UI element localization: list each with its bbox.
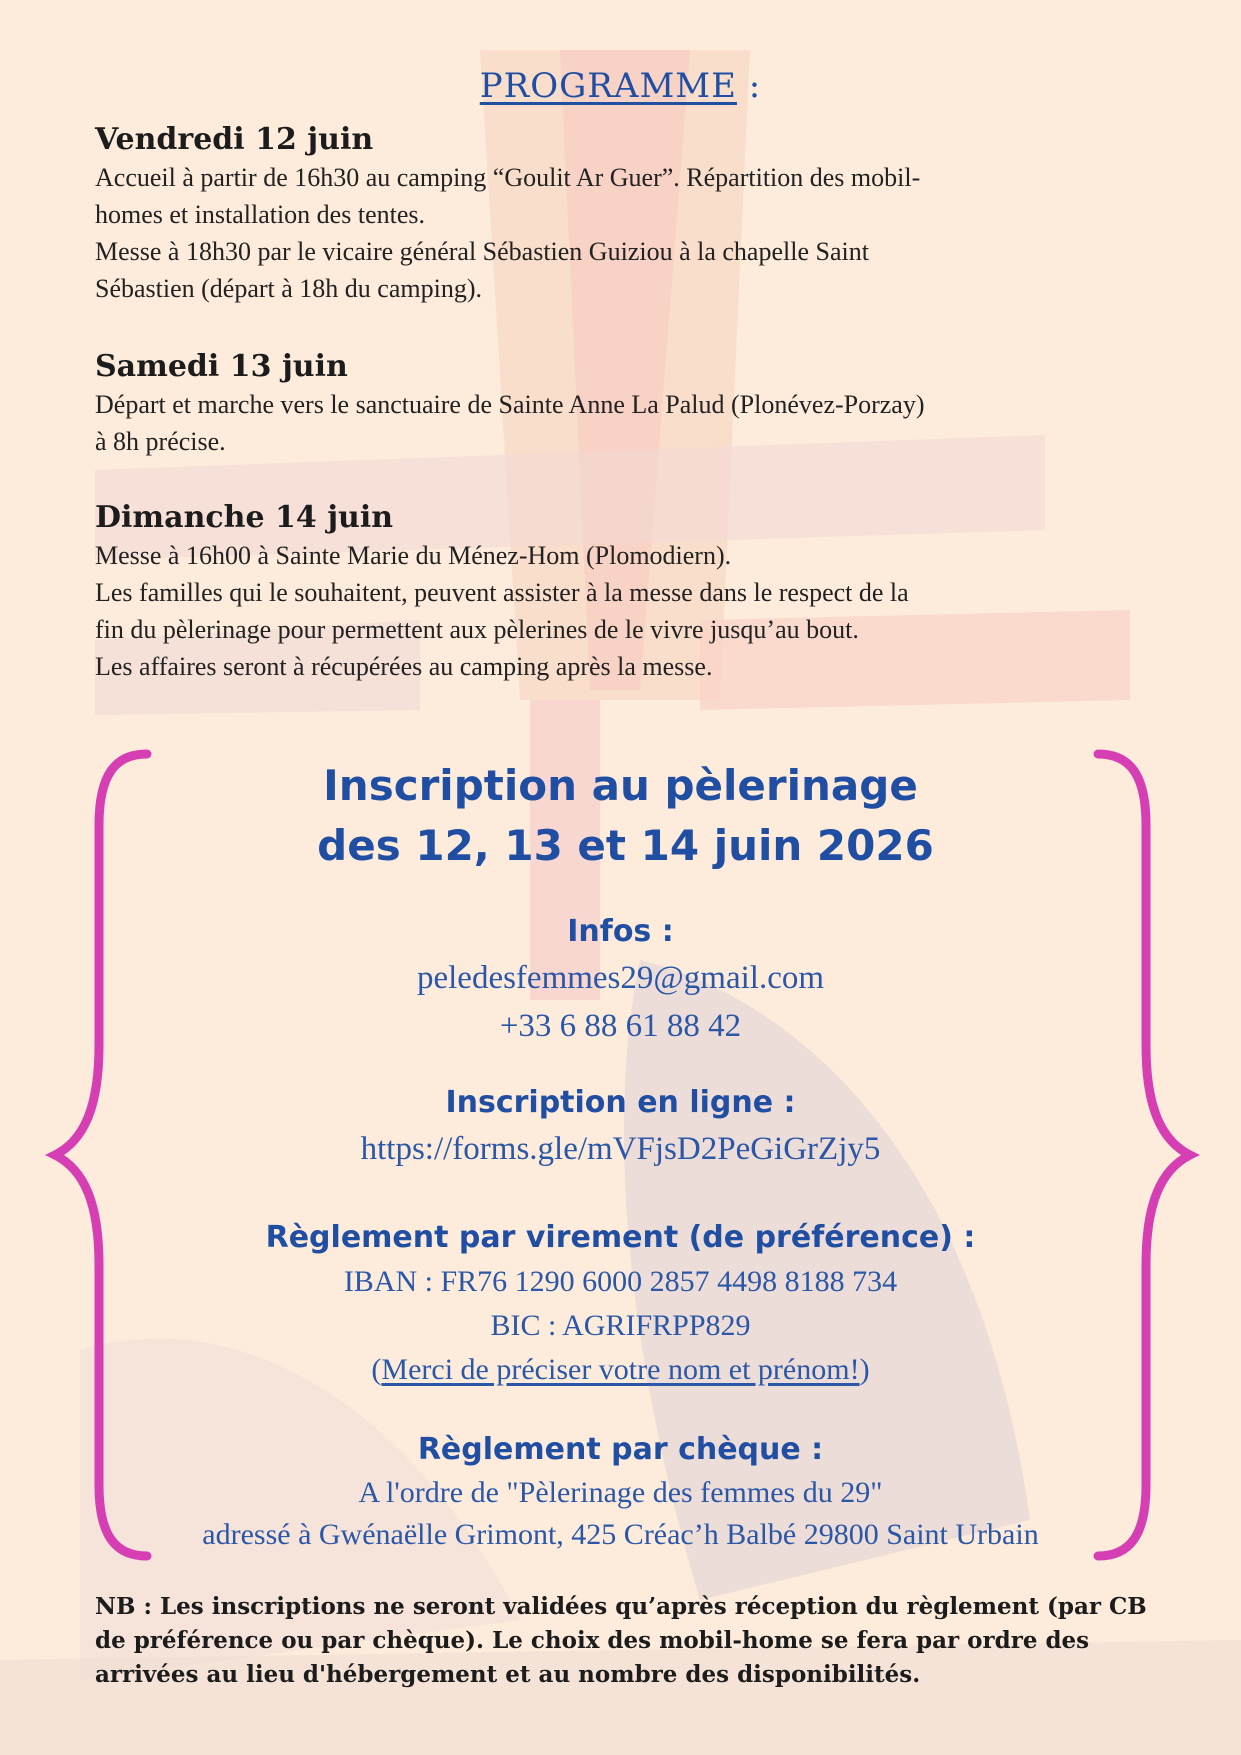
day-line: Messe à 16h00 à Sainte Marie du Ménez-Hom (Plomodiern).	[95, 541, 732, 570]
day-line: Accueil à partir de 16h30 au camping “Goulit Ar Guer”. Répartition des mobil-	[95, 163, 921, 192]
bic-value: BIC : AGRIFRPP829	[490, 1309, 751, 1342]
day-line: Messe à 18h30 par le vicaire général Sébastien Guiziou à la chapelle Saint	[95, 237, 869, 266]
day-line: Départ et marche vers le sanctuaire de Sainte Anne La Palud (Plonévez-Porzay)	[95, 390, 925, 419]
cheque-address: adressé à Gwénaëlle Grimont, 425 Créac’h Balbé 29800 Saint Urbain	[202, 1518, 1039, 1551]
inscription-title	[0, 756, 1241, 876]
note-open-paren: (	[371, 1353, 382, 1386]
day-line: fin du pèlerinage pour permettent aux pèlerines de le vivre jusqu’au bout.	[95, 615, 859, 644]
day-title: Dimanche 14 juin	[95, 500, 394, 535]
programme-heading	[0, 66, 1241, 106]
day-line: Les affaires seront à récupérées au camping après la messe.	[95, 652, 713, 681]
online-form-link[interactable]: https://forms.gle/mVFjsD2PeGiGrZjy5	[360, 1131, 881, 1167]
contact-email-link[interactable]: peledesfemmes29@gmail.com	[416, 960, 825, 996]
day-line: Sébastien (départ à 18h du camping).	[95, 274, 482, 303]
contact-phone: +33 6 88 61 88 42	[499, 1008, 742, 1044]
note-close-paren: )	[859, 1353, 870, 1386]
day-line: Les familles qui le souhaitent, peuvent assister à la messe dans le respect de la	[95, 578, 909, 607]
iban-value: IBAN : FR76 1290 6000 2857 4498 8188 734	[343, 1265, 898, 1298]
programme-colon: :	[736, 66, 762, 106]
infos-label: Infos :	[567, 914, 674, 949]
online-label: Inscription en ligne :	[445, 1085, 796, 1120]
online-section	[0, 1080, 1241, 1172]
day-section-friday	[95, 121, 1155, 307]
transfer-note	[0, 1348, 1241, 1392]
inscription-title-line1: Inscription au pèlerinage	[323, 761, 918, 810]
inscription-title-line2: des 12, 13 et 14 juin 2026	[317, 821, 934, 870]
cheque-label: Règlement par chèque :	[417, 1432, 824, 1467]
nb-note: NB : Les inscriptions ne seront validées qu’après réception du règlement (par CB de préférence ou par chèque). Le choix des mobil-home se fera par ordre des arrivées au lieu d'hébergement et au nombre des disponibilités.	[95, 1593, 1147, 1688]
day-line: à 8h précise.	[95, 427, 226, 456]
transfer-label: Règlement par virement (de préférence) :	[265, 1220, 976, 1255]
transfer-section	[0, 1216, 1241, 1392]
programme-title: PROGRAMME	[479, 66, 737, 106]
day-section-sunday	[95, 499, 1155, 685]
day-section-saturday	[95, 348, 1155, 460]
day-title: Vendredi 12 juin	[95, 122, 374, 157]
cheque-section	[0, 1428, 1241, 1556]
note-text: Merci de préciser votre nom et prénom!	[381, 1353, 860, 1386]
day-line: homes et installation des tentes.	[95, 200, 425, 229]
cheque-order: A l'ordre de "Pèlerinage des femmes du 29"	[358, 1476, 883, 1509]
infos-section	[0, 910, 1241, 1050]
day-title: Samedi 13 juin	[95, 349, 348, 384]
